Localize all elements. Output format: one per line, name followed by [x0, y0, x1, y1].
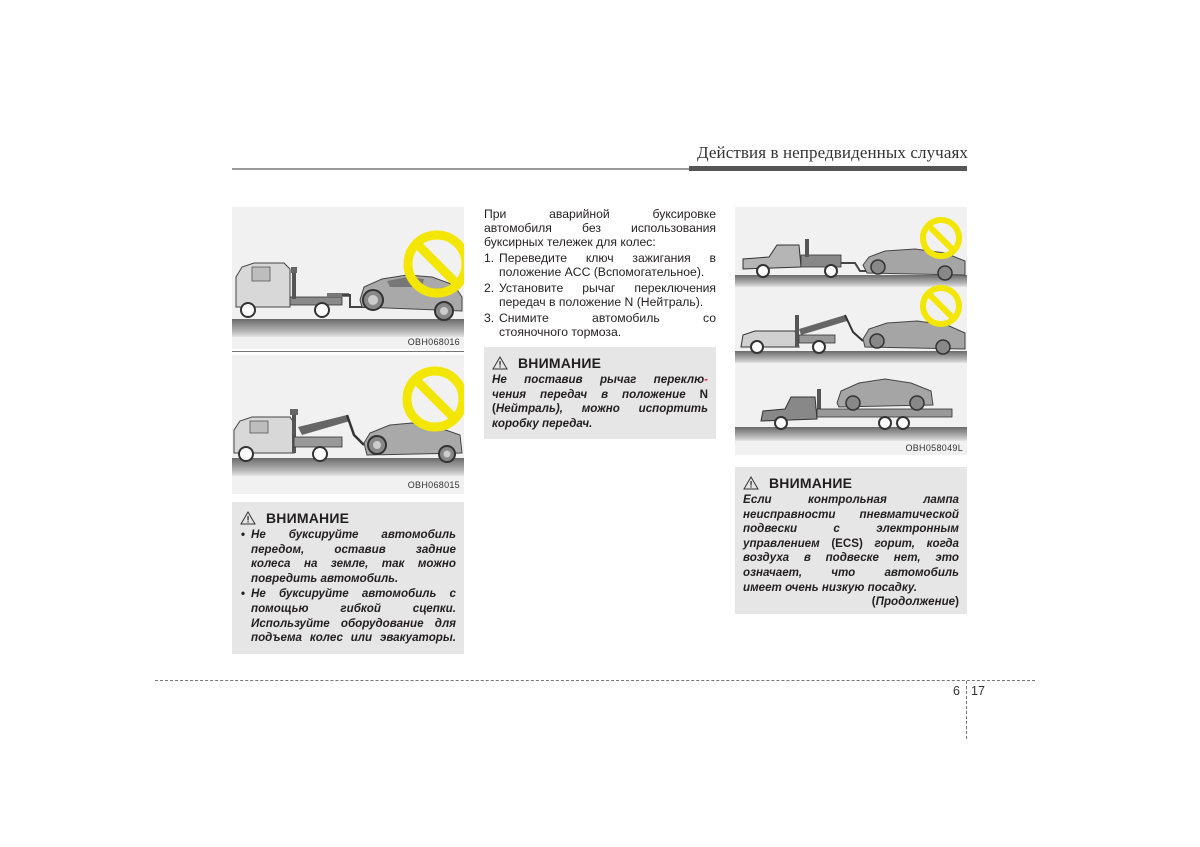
- section-number: 6: [953, 684, 960, 698]
- step-item: 3. Снимите автомобиль со стояночного тормоза.: [484, 311, 716, 339]
- figure-tow-methods: [735, 207, 967, 455]
- section-title: Действия в непредвиденных случаях: [696, 143, 968, 162]
- step-item: 2. Установите рычаг переключения передач в положение N (Нейтраль).: [484, 281, 716, 309]
- warning-title: ВНИМАНИЕ: [266, 510, 350, 526]
- header-title-bar: [689, 166, 967, 171]
- warning-title: ВНИМАНИЕ: [769, 475, 853, 491]
- warning-box-gear: [484, 347, 716, 439]
- warning-header: [240, 510, 456, 526]
- prohibited-icon: [401, 365, 464, 433]
- figure-boom-tow: [232, 355, 464, 494]
- prohibited-icon: [919, 284, 963, 328]
- warning-bullet: • Не буксируйте автомобиль с помощью гибкой сцепки. Используйте оборудование для подъема колес или эвакуаторы.: [240, 587, 456, 645]
- footer-divider: [966, 681, 967, 739]
- figure-caption: OBH058049L: [905, 443, 963, 453]
- warning-header: [743, 475, 959, 491]
- figure-caption: OBH068015: [407, 480, 460, 490]
- footer-rule: [155, 680, 1035, 681]
- warning-bullet: • Не буксируйте автомобиль передом, оставив задние колеса на земле, так можно повредить автомобиль.: [240, 528, 456, 586]
- warning-triangle-icon: [492, 356, 508, 370]
- steps-list: [484, 251, 716, 339]
- warning-title: ВНИМАНИЕ: [518, 355, 602, 371]
- warning-triangle-icon: [743, 476, 759, 490]
- warning-header: [492, 355, 708, 371]
- header-rule: [232, 168, 692, 170]
- figure-rule: [232, 351, 464, 352]
- warning-triangle-icon: [240, 511, 256, 525]
- warning-box-towing: [232, 502, 464, 654]
- prohibited-icon: [919, 216, 963, 260]
- figure-wheel-lift-tow: [232, 207, 464, 349]
- warning-box-ecs: [735, 467, 967, 614]
- warning-text: Не поставив рычаг переклю- чения передач в положение N (Нейтраль), можно испортить коробку передач.: [492, 373, 708, 430]
- page-number: 17: [971, 684, 985, 698]
- continued-note: (Продолжение): [871, 595, 959, 609]
- step-item: 1. Переведите ключ зажигания в положение ACC (Вспомогательное).: [484, 251, 716, 279]
- figure-caption: OBH068016: [407, 337, 460, 347]
- prohibited-icon: [402, 229, 464, 299]
- towing-instructions: При аварийной буксировке автомобиля без использования буксирных тележек для колес: 1. Переведите ключ зажигания в положение ACC (Вспомогательное). 2. Установите рычаг переключения передач в положение N (Нейтраль). 3. Снимите автомобиль со стояночного тормоза.: [484, 207, 716, 339]
- warning-text: Если контрольная лампа неисправности пневматической подвески с электронным управлением (ECS) горит, когда воздуха в подвеске нет, это означает, что автомобиль имеет очень низкую посадку. (Продолжение): [743, 493, 959, 609]
